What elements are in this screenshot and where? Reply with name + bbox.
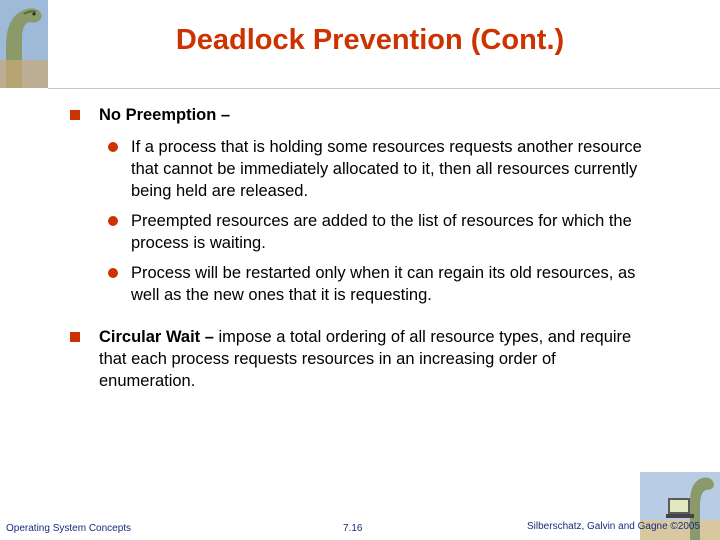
round-bullet-icon bbox=[108, 216, 118, 226]
footer-page-number: 7.16 bbox=[343, 523, 363, 534]
slide-title: Deadlock Prevention (Cont.) bbox=[175, 24, 565, 56]
title-divider bbox=[48, 88, 720, 89]
dinosaur-logo-icon bbox=[0, 0, 48, 88]
sub-bullet-text: If a process that is holding some resources requests another resource that cannot be immediately allocated to it, then all resources currently being held are released. bbox=[131, 138, 642, 200]
round-bullet-icon bbox=[108, 142, 118, 152]
sub-bullet-text: Process will be restarted only when it can regain its old resources, as well as the new ones that it is requesting. bbox=[131, 264, 636, 304]
bullet-no-preemption bbox=[70, 104, 650, 126]
square-bullet-icon bbox=[70, 332, 80, 342]
round-bullet-icon bbox=[108, 268, 118, 278]
bullet-text: impose a total ordering of all resource types, and require that each process requests resources in an increasing order of enumeration. bbox=[99, 328, 632, 390]
bullet-heading: Circular Wait – bbox=[99, 328, 214, 346]
footer-right: Silberschatz, Galvin and Gagne ©2005 bbox=[527, 521, 701, 532]
footer-left: Operating System Concepts bbox=[6, 523, 132, 534]
sub-bullet bbox=[100, 136, 650, 202]
sub-bullet-text: Preempted resources are added to the list of resources for which the process is waiting. bbox=[131, 212, 632, 252]
sub-bullet bbox=[100, 262, 650, 306]
slide-content bbox=[70, 104, 650, 392]
sub-bullet bbox=[100, 210, 650, 254]
bullet-circular-wait bbox=[70, 326, 650, 392]
square-bullet-icon bbox=[70, 110, 80, 120]
bullet-heading: No Preemption – bbox=[99, 106, 231, 124]
